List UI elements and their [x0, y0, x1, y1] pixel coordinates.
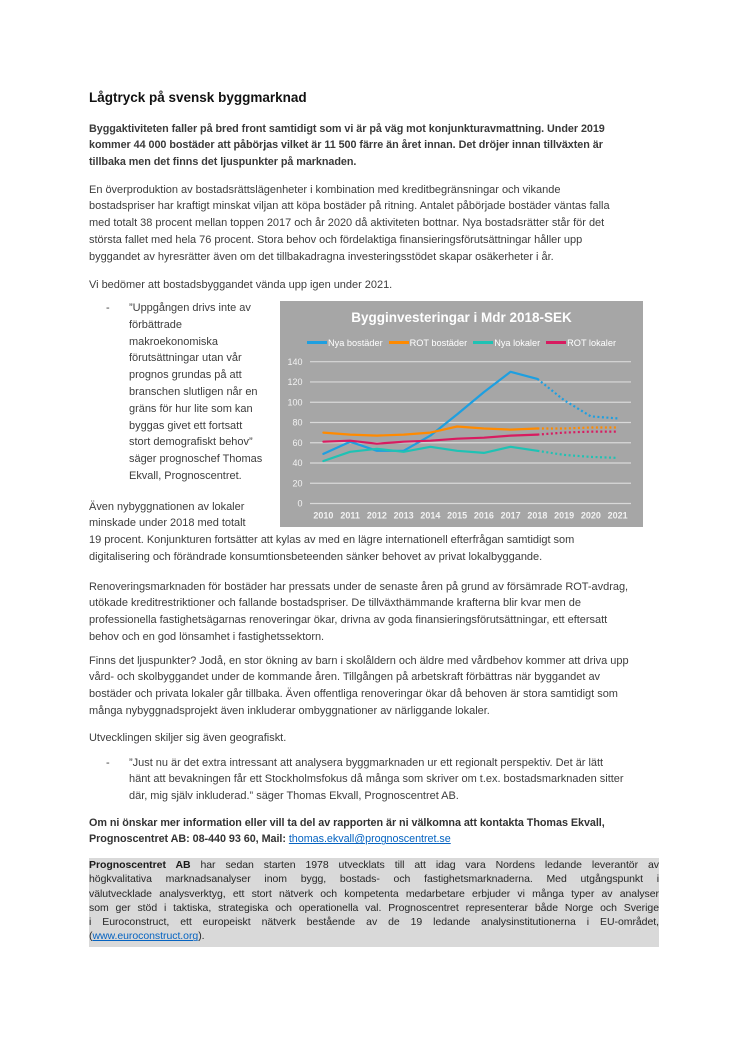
x-tick-label: 2012: [366, 510, 387, 521]
text-line: tillbaka men det finns det ljuspunkter på marknaden.: [89, 156, 357, 169]
quote-line: makroekonomiska: [129, 335, 218, 348]
euroconstruct-link[interactable]: www.euroconstruct.org: [92, 930, 199, 943]
text-line: professionella fastighetsägarnas renoveringar ökar, drivna av goda finansieringsförutsättningar, ett eftersatt: [89, 614, 608, 627]
text-line: Vi bedömer att bostadsbyggandet vända upp igen under 2021.: [89, 278, 393, 291]
article-title: Lågtryck på svensk byggmarknad: [89, 90, 307, 105]
quote-line: hänt att bevakningen får ett Stockholmsfokus då många som skriver om t.ex. bostadsmarknaden sitter: [129, 773, 624, 786]
series-forecast-line: [537, 432, 617, 435]
text-span: ).: [198, 930, 205, 943]
quote-line: ”Uppgången drivs inte av: [129, 302, 251, 314]
chart-plot: [280, 301, 643, 527]
text-line: välutvecklade analysverktyg, ett stort nätverk och kompetenta medarbetare erbjuder vi många typer av analyser: [89, 887, 659, 900]
text-line: Om ni önskar mer information eller vill ta del av rapporten är ni välkomna att kontakta Thomas Ekvall,: [89, 816, 605, 829]
quote-block: [129, 300, 262, 485]
text-line: högkvalitativa marknadsanalyser inom bygg, bostads- och fastighetsmarknaderna. Med utgångspunkt i: [89, 873, 659, 886]
quote-line: stort demografiskt behov”: [129, 436, 253, 449]
text-line: med totalt 38 procent mellan toppen 2017 och år 2020 då aktiviteten bottnar. Nya bostadsrätter står för det: [89, 217, 605, 230]
quote-line: Ekvall, Prognoscentret.: [129, 469, 242, 482]
quote-bullet: -: [106, 302, 110, 314]
text-line: bostadspriser har kraftigt minskat viljan att köpa bostäder på ritning. Antalet påbörjade bostäder väntas falla: [89, 200, 610, 213]
paragraph-bright-spots: [89, 653, 629, 720]
x-tick-label: 2014: [420, 510, 441, 521]
email-link[interactable]: thomas.ekvall@prognoscentret.se: [288, 833, 451, 846]
text-line: En överproduktion av bostadsrättslägenheter i kombination med kreditbegränsningar och vikande: [89, 183, 561, 196]
legend-item-nya-lokaler: [473, 337, 540, 349]
text-line: i Euroconstruct, ett europeiskt nätverk bestående av de 19 ledande analysinstitutionerna i EU-området,: [89, 916, 659, 929]
quote-line: gräns för hur lite som kan: [129, 402, 253, 415]
paragraph-premises: [89, 499, 574, 566]
y-tick-label: 20: [292, 478, 303, 489]
x-tick-label: 2021: [607, 510, 628, 521]
x-tick-label: 2015: [447, 510, 468, 521]
series-forecast-line: [537, 428, 617, 429]
y-tick-label: 40: [292, 458, 303, 469]
text-span: har sedan starten 1978 utvecklats till att idag vara Nordens ledande leverantör av: [190, 859, 659, 871]
legend-label: ROT bostäder: [409, 337, 468, 348]
text-line: Finns det ljuspunkter? Jodå, en stor ökning av barn i skolåldern och äldre med vårdbehov kommer att driva upp: [89, 654, 629, 667]
quote-line: där, mig själv inkluderad.” säger Thomas Ekvall, Prognoscentret AB.: [129, 790, 459, 803]
y-tick-label: 100: [287, 397, 303, 408]
quote-line: byggas givet ett fortsatt: [129, 419, 243, 432]
x-tick-label: 2019: [554, 510, 575, 521]
lead-paragraph: [89, 121, 605, 171]
x-tick-label: 2018: [527, 510, 548, 521]
paragraph-renovation: [89, 579, 628, 646]
quote-line: ”Just nu är det extra intressant att analysera byggmarknaden ur ett regionalt perspektiv. Det är lätt: [129, 756, 604, 769]
legend-label: Nya bostäder: [327, 337, 383, 348]
paragraph-geography: [89, 730, 286, 747]
legend-swatch-icon: [389, 341, 409, 343]
text-line: Även nybyggnationen av lokaler: [89, 500, 245, 513]
y-tick-label: 120: [287, 377, 303, 388]
y-tick-label: 60: [292, 437, 303, 448]
quote-line: förutsättningar utan vår: [129, 352, 242, 365]
series-line: [323, 447, 537, 461]
text-line: [89, 858, 659, 872]
text-line: [89, 929, 659, 943]
paragraph-overproduction: [89, 182, 610, 266]
y-tick-label: 140: [287, 356, 303, 367]
legend-swatch-icon: [546, 341, 566, 343]
text-line: utökade kreditrestriktioner och fallande bostadspriser. De tillväxthämmande krafterna blir kvar men de: [89, 597, 581, 610]
quote-line: säger prognoschef Thomas: [129, 453, 263, 466]
series-forecast-line: [537, 451, 617, 458]
text-line: [89, 831, 605, 848]
text-line: 19 procent. Konjunkturen fortsätter att kylas av med en lägre internationell efterfrågan samtidigt som: [89, 534, 575, 547]
text-line: största fallet med hela 76 procent. Stora behov och fördelaktiga finansieringsförutsättningar håller upp: [89, 233, 583, 246]
chart-legend: [280, 336, 643, 349]
y-tick-label: 80: [292, 417, 303, 428]
quote-block: [129, 755, 624, 805]
quote-line: prognos grundas på att: [129, 369, 242, 382]
y-tick-label: 0: [297, 498, 303, 509]
text-line: som ger stöd i taktiska, strategiska och operationella val. Prognoscentret representerar både Norge och Sverige: [89, 901, 659, 914]
legend-item-rot-bostader: [389, 337, 468, 349]
text-line: många nybyggnadsprojekt även inkluderar ombyggnationer av närliggande lokaler.: [89, 704, 490, 717]
x-tick-label: 2011: [340, 510, 360, 521]
x-tick-label: 2013: [393, 510, 414, 521]
text-line: Renoveringsmarknaden för bostäder har pressats under de senaste åren på grund av försämrade ROT-avdrag,: [89, 580, 629, 593]
series-forecast-line: [537, 379, 617, 419]
contact-phone-text: Prognoscentret AB: 08-440 93 60, Mail:: [89, 833, 289, 846]
text-line: Byggaktiviteten faller på bred front samtidigt som vi är på väg mot konjunkturavmattning. Under 2019: [89, 122, 605, 135]
legend-swatch-icon: [307, 341, 327, 343]
text-line: byggandet av hyresrätter även om det tillbakadragna investeringsstödet skapar osäkerheter i år.: [89, 250, 554, 263]
quote-line: förbättrade: [129, 318, 182, 331]
x-tick-label: 2020: [580, 510, 601, 521]
text-line: vård- och skolbyggandet under de kommande åren. Tillgången på arbetskraft förbättras när byggandet av: [89, 671, 601, 684]
company-name: Prognoscentret AB: [89, 859, 191, 871]
legend-label: Nya lokaler: [494, 337, 541, 348]
legend-item-rot-lokaler: [546, 337, 616, 349]
chart-title: Bygginvesteringar i Mdr 2018-SEK: [351, 310, 572, 325]
text-line: behov och en god lönsamhet i fastighetssektorn.: [89, 630, 325, 643]
text-line: Utvecklingen skiljer sig även geografiskt.: [89, 731, 287, 744]
contact-paragraph: [89, 815, 605, 849]
quote-line: branschen slutligen når en: [129, 385, 258, 398]
paragraph-forecast: [89, 277, 392, 294]
line-chart: [280, 301, 643, 527]
quote-bullet: -: [106, 756, 110, 769]
text-line: bostäder och privata lokaler går tillbaka. Även offentliga renoveringar ökar då behoven är stora samtidigt som: [89, 688, 618, 701]
x-tick-label: 2017: [500, 510, 521, 521]
text-line: kommer 44 000 bostäder att påbörjas vilket är 11 500 färre än året innan. Det dröjer innan tillväxten är: [89, 139, 603, 152]
legend-item-nya-bostader: [307, 337, 383, 349]
about-company-box: [89, 858, 659, 947]
text-line: digitalisering och förändrade konsumtionsbeteenden sänker behovet av privat lokalbyggande.: [89, 550, 543, 563]
legend-label: ROT lokaler: [567, 337, 617, 348]
text-span: (: [89, 930, 93, 943]
text-line: minskade under 2018 med totalt: [89, 517, 246, 530]
x-tick-label: 2016: [473, 510, 494, 521]
legend-swatch-icon: [473, 341, 493, 343]
x-tick-label: 2010: [313, 510, 334, 521]
